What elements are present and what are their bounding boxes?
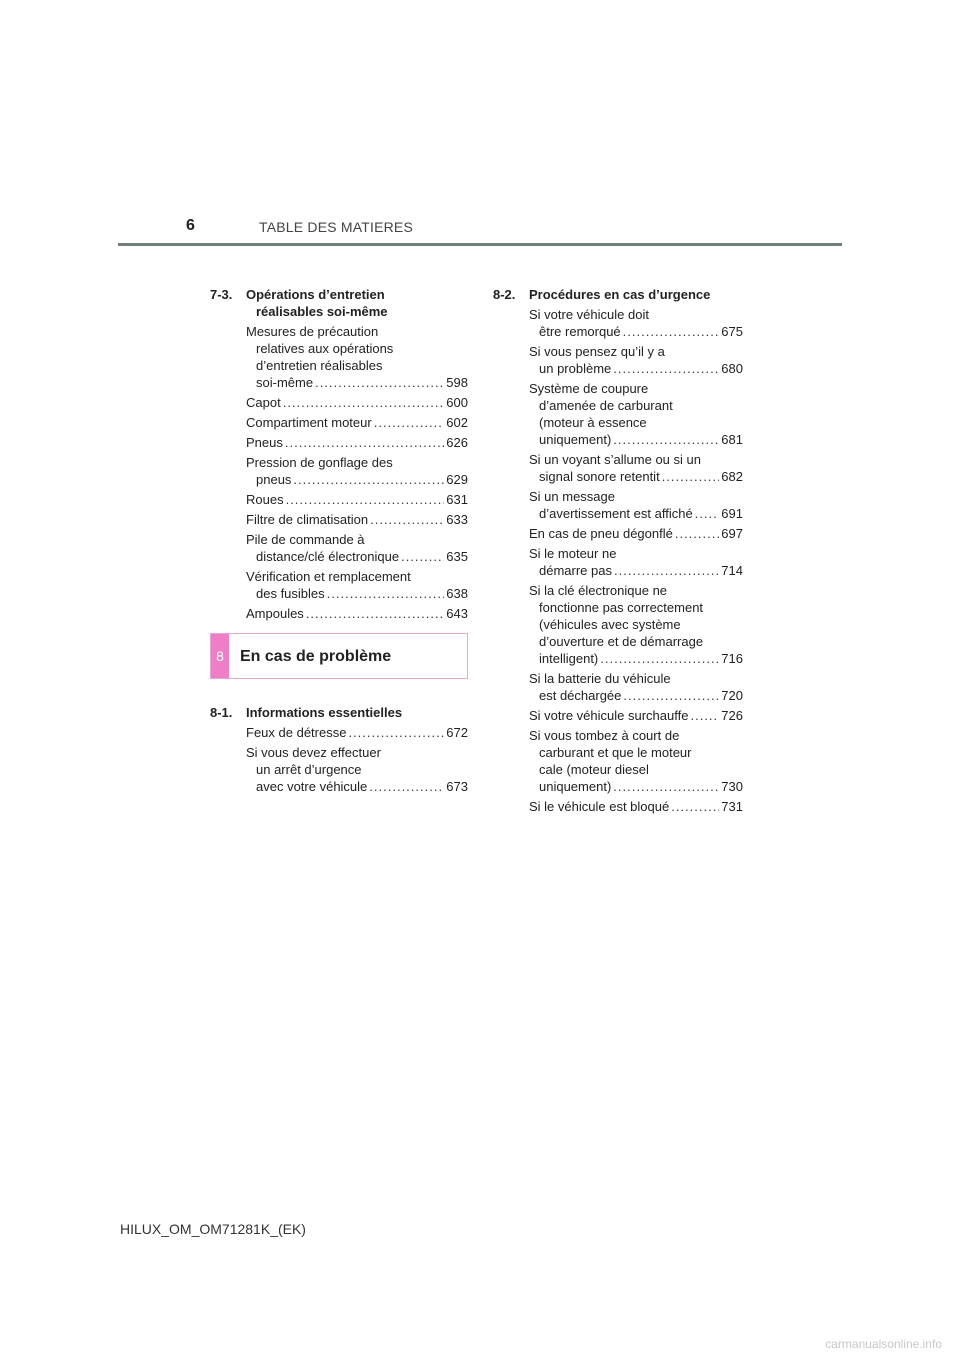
toc-entry-text: d’entretien réalisables (256, 358, 383, 373)
toc-page-number: 598 (446, 375, 468, 390)
toc-entry-text: Pile de commande à (246, 532, 365, 547)
toc-entry[interactable] (529, 727, 743, 795)
page-header-title: TABLE DES MATIERES (259, 219, 414, 235)
section-heading (210, 704, 468, 721)
toc-entry-text: intelligent) (539, 651, 599, 666)
toc-entry-text: pneus (256, 472, 292, 487)
watermark: carmanualsonline.info (825, 1337, 942, 1351)
toc-entry-row (246, 434, 468, 451)
toc-entry-row (529, 360, 743, 377)
toc-entry-text: (véhicules avec système (539, 617, 681, 632)
toc-entry-row (246, 414, 468, 431)
toc-entry[interactable] (529, 306, 743, 340)
toc-entry-text: Si vous pensez qu’il y a (529, 344, 665, 359)
toc-entry-row (246, 585, 468, 602)
toc-entry-text: Mesures de précaution (246, 324, 379, 339)
toc-entry-text: est déchargée (539, 688, 622, 703)
toc-entry-text: un arrêt d’urgence (256, 762, 362, 777)
toc-entry[interactable] (529, 343, 743, 377)
toc-entry[interactable] (529, 798, 743, 815)
toc-entry-row (529, 687, 743, 704)
toc-entry-text: des fusibles (256, 586, 325, 601)
toc-entry-text: Système de coupure (529, 381, 649, 396)
toc-entry[interactable] (246, 491, 468, 508)
toc-entry[interactable] (246, 511, 468, 528)
right-column (493, 286, 743, 818)
dot-leader (369, 778, 444, 795)
section-title: Procédures en cas d’urgence (529, 287, 711, 302)
toc-entry-text: avec votre véhicule (256, 779, 368, 794)
toc-entry-text: Si votre véhicule surchauffe (529, 708, 689, 723)
toc-page-number: 633 (446, 512, 468, 527)
toc-entry-row (529, 468, 743, 485)
dot-leader (315, 374, 444, 391)
toc-entry-row (529, 650, 743, 667)
toc-entry-text: Si la batterie du véhicule (529, 671, 671, 686)
toc-entry[interactable] (246, 531, 468, 565)
toc-entry-row (246, 511, 468, 528)
toc-entry-text: carburant et que le moteur (539, 745, 692, 760)
toc-entry-text: Si le moteur ne (529, 546, 617, 561)
section-number: 8-2. (493, 287, 516, 302)
toc-page-number: 600 (446, 395, 468, 410)
toc-page-number: 716 (721, 651, 743, 666)
dot-leader (600, 650, 719, 667)
toc-entry-row (246, 491, 468, 508)
page-number: 6 (186, 217, 195, 234)
section-number: 7-3. (210, 287, 233, 302)
toc-page-number: 731 (721, 799, 743, 814)
toc-page-number: 635 (446, 549, 468, 564)
toc-entry-row (246, 605, 468, 622)
dot-leader (690, 707, 719, 724)
toc-page-number: 673 (446, 779, 468, 794)
toc-entry-text: En cas de pneu dégonflé (529, 526, 673, 541)
chapter-number-tab: 8 (211, 634, 229, 678)
toc-page-number: 714 (721, 563, 743, 578)
toc-page-number: 681 (721, 432, 743, 447)
toc-page-number: 697 (721, 526, 743, 541)
toc-entry-row (529, 431, 743, 448)
toc-entry-text: fonctionne pas correctement (539, 600, 704, 615)
toc-entry-text: Roues (246, 492, 284, 507)
toc-entry-row (246, 778, 468, 795)
toc-entry-row (246, 548, 468, 565)
toc-entry-text: Si vous tombez à court de (529, 728, 680, 743)
dot-leader (613, 360, 719, 377)
dot-leader (662, 468, 720, 485)
chapter-heading[interactable] (210, 633, 468, 679)
dot-leader (623, 687, 719, 704)
document-code: HILUX_OM_OM71281K_(EK) (120, 1221, 306, 1237)
dot-leader (283, 394, 445, 411)
toc-page-number: 672 (446, 725, 468, 740)
toc-entry-text: uniquement) (539, 779, 612, 794)
toc-page-number: 675 (721, 324, 743, 339)
toc-entry-row (246, 374, 468, 391)
toc-entry[interactable] (246, 414, 468, 431)
toc-entry[interactable] (246, 724, 468, 741)
toc-entry[interactable] (529, 525, 743, 542)
toc-entry-text: signal sonore retentit (539, 469, 660, 484)
toc-entry-text: distance/clé électronique (256, 549, 400, 564)
toc-entry-text: Vérification et remplacement (246, 569, 411, 584)
section-title: Informations essentielles (246, 705, 403, 720)
toc-entry-row (529, 323, 743, 340)
section-title (246, 286, 468, 320)
toc-entry-text: Pression de gonflage des (246, 455, 393, 470)
toc-entry-text: cale (moteur diesel (539, 762, 649, 777)
toc-page-number: 730 (721, 779, 743, 794)
toc-entries-8-2 (493, 306, 743, 815)
toc-entry-row (529, 525, 743, 542)
toc-page-number: 629 (446, 472, 468, 487)
toc-page-number: 691 (721, 506, 743, 521)
toc-page-number: 602 (446, 415, 468, 430)
toc-entry[interactable] (246, 323, 468, 391)
toc-entry-text: Compartiment moteur (246, 415, 372, 430)
toc-page-number: 682 (721, 469, 743, 484)
toc-page-number: 726 (721, 708, 743, 723)
toc-entry-row (529, 798, 743, 815)
dot-leader (293, 471, 444, 488)
left-column (210, 286, 468, 798)
toc-page-number: 631 (446, 492, 468, 507)
dot-leader (614, 562, 719, 579)
toc-entry[interactable] (246, 744, 468, 795)
toc-entry-text: Si la clé électronique ne (529, 583, 668, 598)
toc-entry-row (529, 707, 743, 724)
dot-leader (695, 505, 720, 522)
toc-entry-text: Si le véhicule est bloqué (529, 799, 670, 814)
toc-entry-text: Feux de détresse (246, 725, 347, 740)
toc-entry-text: Ampoules (246, 606, 304, 621)
toc-entry-row (246, 394, 468, 411)
toc-entry-text: d’avertissement est affiché (539, 506, 693, 521)
dot-leader (370, 511, 444, 528)
toc-entry[interactable] (529, 380, 743, 448)
toc-entry[interactable] (529, 582, 743, 667)
toc-entries-7-3 (210, 323, 468, 622)
header-divider (118, 243, 842, 246)
dot-leader (327, 585, 445, 602)
toc-page-number: 720 (721, 688, 743, 703)
section-heading (493, 286, 743, 303)
toc-entry[interactable] (529, 707, 743, 724)
toc-entry-text: Si un message (529, 489, 615, 504)
toc-page-number: 638 (446, 586, 468, 601)
toc-page-number: 643 (446, 606, 468, 621)
toc-page-number: 626 (446, 435, 468, 450)
dot-leader (671, 798, 719, 815)
section-title-line: réalisables soi-même (256, 304, 388, 319)
toc-entry-text: Si vous devez effectuer (246, 745, 381, 760)
dot-leader (675, 525, 719, 542)
toc-entry[interactable] (246, 605, 468, 622)
toc-page-number: 680 (721, 361, 743, 376)
toc-entry[interactable] (246, 454, 468, 488)
dot-leader (286, 491, 445, 508)
dot-leader (613, 778, 719, 795)
toc-entry-text: Pneus (246, 435, 283, 450)
toc-entry-text: Si votre véhicule doit (529, 307, 649, 322)
toc-entries-8-1 (210, 724, 468, 795)
toc-entry-text: Filtre de climatisation (246, 512, 369, 527)
dot-leader (401, 548, 444, 565)
dot-leader (613, 431, 719, 448)
section-number: 8-1. (210, 705, 233, 720)
toc-entry-text: Capot (246, 395, 281, 410)
dot-leader (348, 724, 444, 741)
toc-entry[interactable] (246, 568, 468, 602)
chapter-title: En cas de problème (240, 647, 392, 665)
toc-entry-text: soi-même (256, 375, 314, 390)
toc-entry-text: d’amenée de carburant (539, 398, 673, 413)
toc-entry[interactable] (246, 394, 468, 411)
dot-leader (374, 414, 445, 431)
toc-entry[interactable] (529, 451, 743, 485)
toc-entry-row (529, 778, 743, 795)
dot-leader (306, 605, 444, 622)
toc-entry[interactable] (529, 545, 743, 579)
dot-leader (623, 323, 720, 340)
toc-entry-row (246, 724, 468, 741)
toc-entry-text: (moteur à essence (539, 415, 647, 430)
toc-entry-text: un problème (539, 361, 612, 376)
toc-entry-row (529, 562, 743, 579)
toc-entry-text: d’ouverture et de démarrage (539, 634, 704, 649)
toc-entry-text: relatives aux opérations (256, 341, 394, 356)
toc-entry[interactable] (529, 488, 743, 522)
toc-entry-text: Si un voyant s’allume ou si un (529, 452, 701, 467)
toc-entry-text: uniquement) (539, 432, 612, 447)
toc-entry-row (529, 505, 743, 522)
section-heading (210, 286, 468, 320)
toc-entry-text: démarre pas (539, 563, 612, 578)
toc-entry[interactable] (246, 434, 468, 451)
toc-entry[interactable] (529, 670, 743, 704)
dot-leader (285, 434, 444, 451)
toc-entry-row (246, 471, 468, 488)
section-title-line: Opérations d’entretien (246, 287, 385, 302)
toc-entry-text: être remorqué (539, 324, 621, 339)
